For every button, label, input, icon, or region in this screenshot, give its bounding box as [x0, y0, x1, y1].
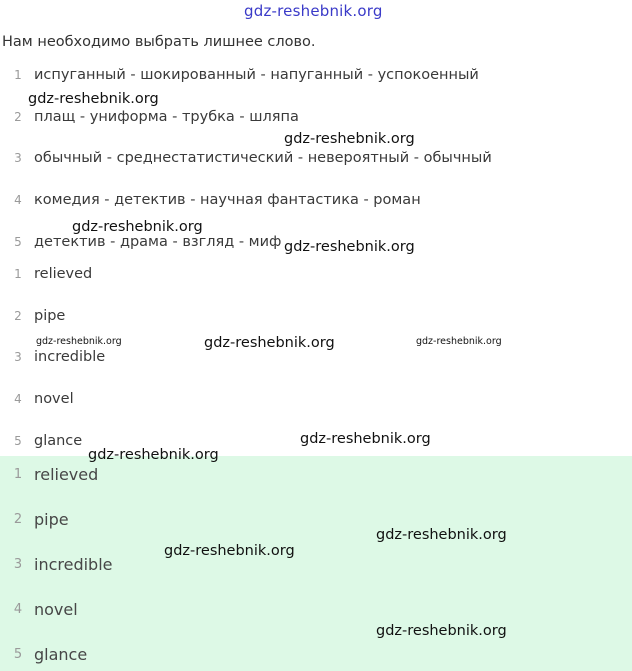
item-number: 1 — [13, 466, 23, 482]
item-number: 4 — [13, 601, 23, 617]
list-item — [0, 232, 281, 252]
item-text: обычный - среднестатистический - невероятный - обычный — [34, 150, 492, 166]
item-number: 2 — [14, 309, 22, 323]
item-number: 5 — [13, 646, 23, 662]
item-text: relieved — [34, 464, 99, 484]
item-text: детектив - драма - взгляд - миф — [34, 234, 282, 250]
watermark: gdz-reshebnik.org — [416, 336, 502, 347]
answer-item — [0, 464, 98, 484]
item-number: 5 — [14, 235, 22, 249]
item-text: incredible — [34, 349, 106, 365]
watermark: gdz-reshebnik.org — [376, 527, 507, 543]
list-item — [0, 347, 105, 367]
watermark: gdz-reshebnik.org — [72, 219, 203, 235]
item-text: novel — [34, 391, 74, 407]
item-number: 5 — [14, 434, 22, 448]
watermark: gdz-reshebnik.org — [28, 91, 159, 107]
watermark: gdz-reshebnik.org — [284, 239, 415, 255]
list-item — [0, 148, 492, 168]
watermark: gdz-reshebnik.org — [164, 543, 295, 559]
item-number: 1 — [14, 68, 22, 82]
answer-item — [0, 644, 87, 664]
item-number: 3 — [13, 556, 23, 572]
item-text: incredible — [34, 554, 113, 574]
item-number: 3 — [14, 350, 22, 364]
item-number: 1 — [14, 267, 22, 281]
watermark: gdz-reshebnik.org — [300, 431, 431, 447]
watermark: gdz-reshebnik.org — [88, 447, 219, 463]
watermark: gdz-reshebnik.org — [204, 335, 335, 351]
item-text: испуганный - шокированный - напуганный - успокоенный — [34, 67, 479, 83]
item-text: плащ - униформа - трубка - шляпа — [34, 109, 299, 125]
list-item — [0, 306, 65, 326]
item-text: glance — [34, 644, 88, 664]
watermark: gdz-reshebnik.org — [376, 623, 507, 639]
item-text: pipe — [34, 509, 69, 529]
item-text: pipe — [34, 308, 66, 324]
list-item — [0, 389, 74, 409]
answer-item — [0, 509, 69, 529]
item-text: комедия - детектив - научная фантастика - роман — [34, 192, 421, 208]
list-item — [0, 431, 82, 451]
list-item — [0, 65, 479, 85]
answer-section — [0, 456, 632, 671]
watermark: gdz-reshebnik.org — [284, 131, 415, 147]
item-text: glance — [34, 433, 83, 449]
watermark: gdz-reshebnik.org — [36, 336, 122, 347]
item-text: novel — [34, 599, 78, 619]
list-item — [0, 107, 299, 127]
item-number: 2 — [13, 511, 23, 527]
answer-item — [0, 554, 113, 574]
list-item — [0, 264, 92, 284]
answer-item — [0, 599, 78, 619]
item-text: relieved — [34, 266, 93, 282]
task-instruction: Нам необходимо выбрать лишнее слово. — [2, 34, 316, 50]
item-number: 4 — [14, 193, 22, 207]
list-item — [0, 190, 421, 210]
item-number: 2 — [14, 110, 22, 124]
item-number: 4 — [14, 392, 22, 406]
header-watermark[interactable]: gdz-reshebnik.org — [244, 2, 383, 20]
item-number: 3 — [14, 151, 22, 165]
